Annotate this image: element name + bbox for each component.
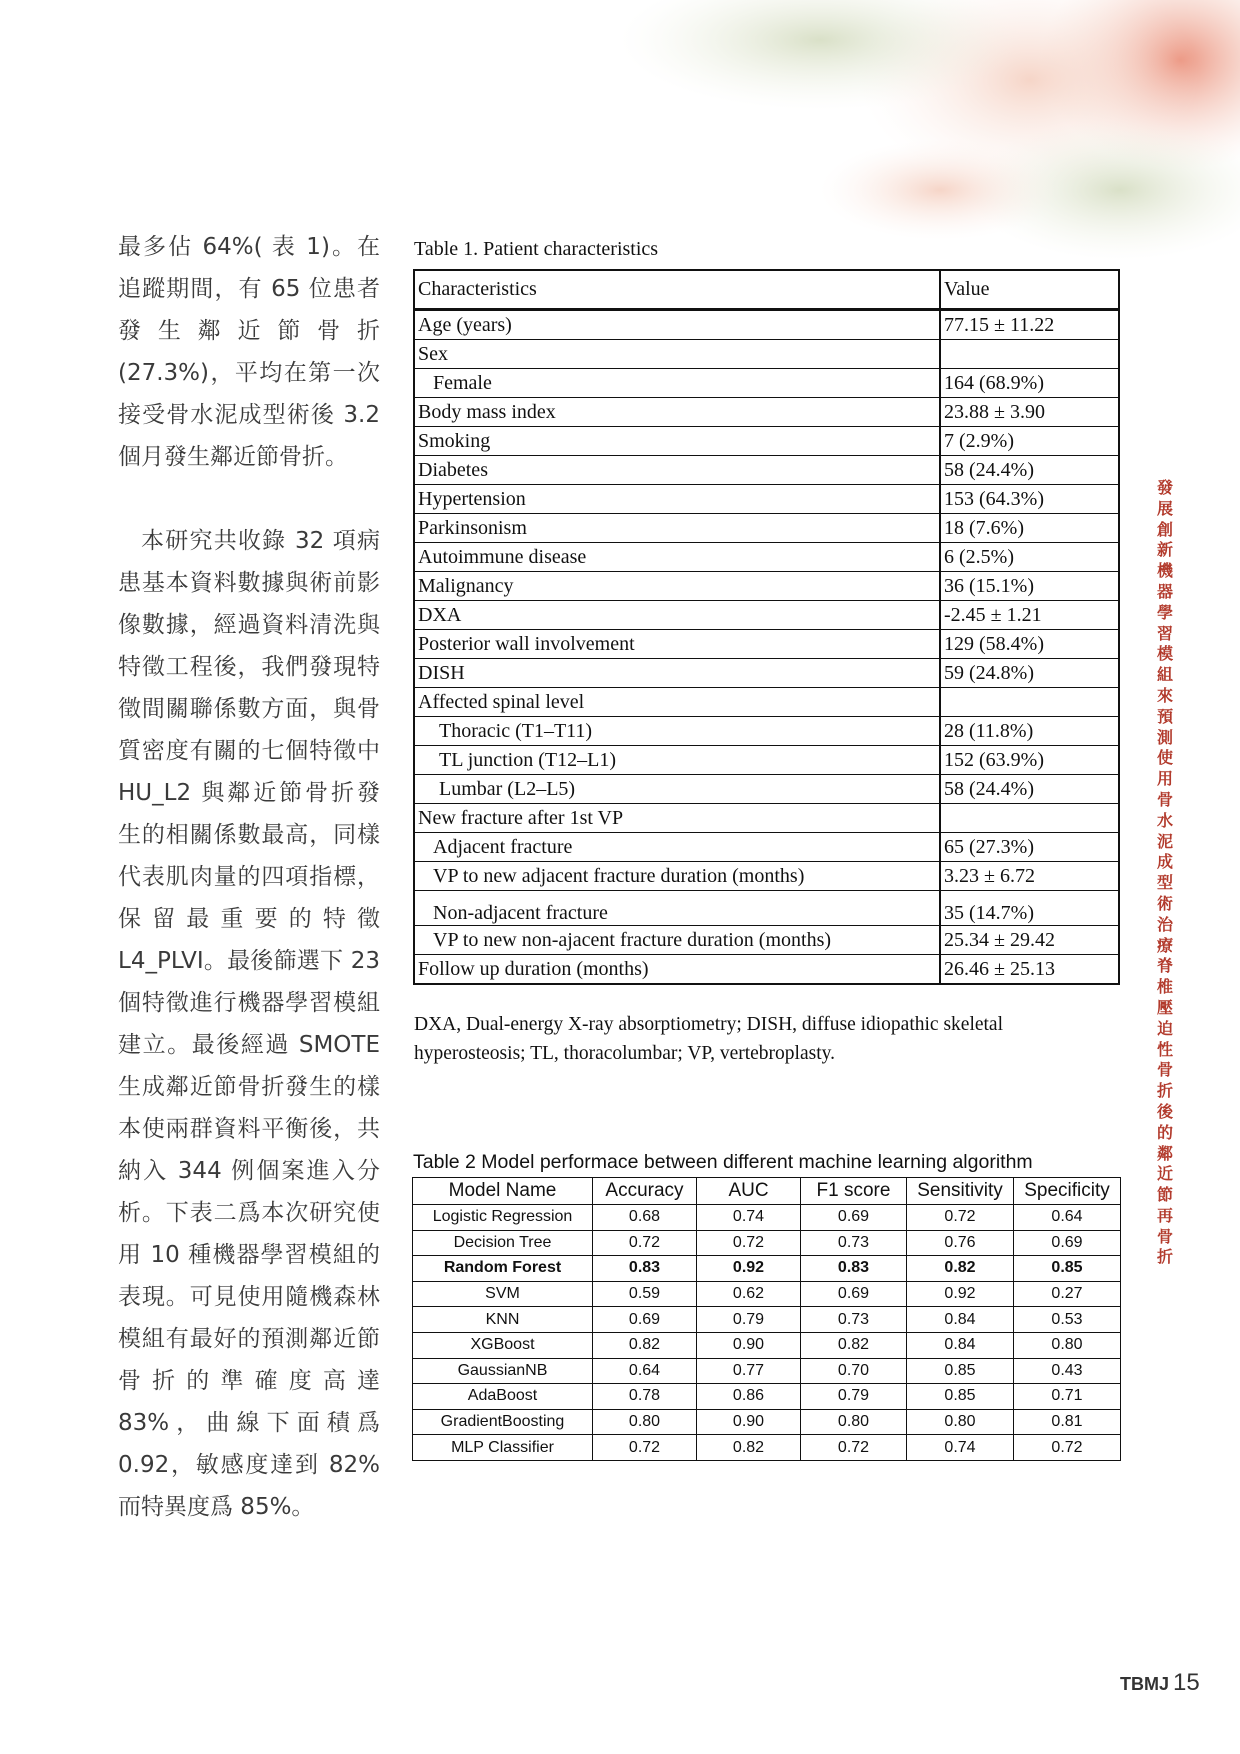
table-cell: 0.85 <box>907 1384 1014 1410</box>
table-row <box>414 485 1119 514</box>
row-label: Hypertension <box>414 485 940 514</box>
table-cell: Random Forest <box>413 1256 593 1282</box>
row-label: Smoking <box>414 427 940 456</box>
row-value: 152 (63.9%) <box>940 746 1119 775</box>
row-value: 164 (68.9%) <box>940 369 1119 398</box>
table-cell: 0.79 <box>801 1384 907 1410</box>
table-cell: 0.83 <box>801 1256 907 1282</box>
row-value: 3.23 ± 6.72 <box>940 862 1119 891</box>
table-cell: 0.86 <box>697 1384 801 1410</box>
row-label: TL junction (T12–L1) <box>414 746 940 775</box>
table-row <box>414 630 1119 659</box>
row-label: Non-adjacent fracture <box>414 891 940 926</box>
row-value: 77.15 ± 11.22 <box>940 310 1119 340</box>
table-row <box>413 1332 1121 1358</box>
table-cell: GaussianNB <box>413 1358 593 1384</box>
table-cell: 0.79 <box>697 1307 801 1333</box>
table-row <box>414 955 1119 985</box>
page-footer <box>1120 1669 1210 1699</box>
table-header-cell: Value <box>940 270 1119 310</box>
row-value: 28 (11.8%) <box>940 717 1119 746</box>
table-cell: 0.69 <box>593 1307 697 1333</box>
table-cell: 0.72 <box>1014 1435 1121 1461</box>
row-value: -2.45 ± 1.21 <box>940 601 1119 630</box>
table-cell: 0.74 <box>697 1205 801 1231</box>
table-cell: 0.27 <box>1014 1281 1121 1307</box>
table-row <box>413 1409 1121 1435</box>
body-paragraph-2: 本研究共收錄 32 項病患基本資料數據與術前影像數據，經過資料清洗與特徵工程後，我們發現特徵間關聯係數方面，與骨質密度有關的七個特徵中 HU_L2 與鄰近節骨折發生的相關係數最高，同樣代表肌肉量的四項指標，保留最重要的特徵 L4_PLVI。最後篩選下 23 個特徵進行機器學習模組建立。最後經過 SMOTE 生成鄰近節骨折發生的樣本使兩群資料平衡後，共納入 344 例個案進入分析。下表二爲本次研究使用 10 種機器學習模組的表現。可見使用隨機森林模組有最好的預測鄰近節骨折的準確度高達 83%，曲線下面積爲 0.92，敏感度達到 82% 而特異度爲 85%。 <box>118 528 380 1520</box>
row-label: Follow up duration (months) <box>414 955 940 985</box>
table-cell: 0.83 <box>593 1256 697 1282</box>
table-cell: 0.90 <box>697 1332 801 1358</box>
row-value: 58 (24.4%) <box>940 456 1119 485</box>
table-cell: 0.64 <box>1014 1205 1121 1231</box>
body-paragraph-1: 最多佔 64%( 表 1)。在追蹤期間，有 65 位患者發生鄰近節骨折 (27.3%)，平均在第一次接受骨水泥成型術後 3.2 個月發生鄰近節骨折。 <box>118 234 380 470</box>
table-row <box>414 514 1119 543</box>
table-cell: 0.70 <box>801 1358 907 1384</box>
row-value: 23.88 ± 3.90 <box>940 398 1119 427</box>
table-cell: 0.43 <box>1014 1358 1121 1384</box>
table-header-row <box>413 1178 1121 1205</box>
row-value <box>940 688 1119 717</box>
table-row <box>414 369 1119 398</box>
table-row <box>413 1281 1121 1307</box>
table-cell: 0.85 <box>907 1358 1014 1384</box>
table-cell: 0.71 <box>1014 1384 1121 1410</box>
row-label: Body mass index <box>414 398 940 427</box>
table-cell: 0.80 <box>593 1409 697 1435</box>
table-cell: 0.72 <box>593 1230 697 1256</box>
row-label: DISH <box>414 659 940 688</box>
table-cell: 0.64 <box>593 1358 697 1384</box>
row-label: Lumbar (L2–L5) <box>414 775 940 804</box>
table-cell: KNN <box>413 1307 593 1333</box>
table-header-cell: Characteristics <box>414 270 940 310</box>
row-value <box>940 340 1119 369</box>
row-value: 129 (58.4%) <box>940 630 1119 659</box>
table-cell: 0.73 <box>801 1230 907 1256</box>
row-value: 35 (14.7%) <box>940 891 1119 926</box>
table-cell: 0.82 <box>593 1332 697 1358</box>
table-cell: 0.59 <box>593 1281 697 1307</box>
table-cell: 0.84 <box>907 1307 1014 1333</box>
table-row <box>413 1358 1121 1384</box>
row-label: VP to new adjacent fracture duration (months) <box>414 862 940 891</box>
row-value: 7 (2.9%) <box>940 427 1119 456</box>
table-row <box>414 659 1119 688</box>
table-cell: SVM <box>413 1281 593 1307</box>
table-row-best-model <box>413 1256 1121 1282</box>
row-value: 36 (15.1%) <box>940 572 1119 601</box>
row-label: Malignancy <box>414 572 940 601</box>
table-cell: 0.73 <box>801 1307 907 1333</box>
table-cell: 0.80 <box>801 1409 907 1435</box>
table-row <box>413 1307 1121 1333</box>
table-cell: 0.81 <box>1014 1409 1121 1435</box>
table-cell: 0.53 <box>1014 1307 1121 1333</box>
table-header-cell: Sensitivity <box>907 1178 1014 1205</box>
table-cell: 0.80 <box>1014 1332 1121 1358</box>
table-cell: 0.72 <box>801 1435 907 1461</box>
row-label: Affected spinal level <box>414 688 940 717</box>
page-number: 15 <box>1173 1669 1200 1696</box>
table-cell: 0.82 <box>907 1256 1014 1282</box>
table-cell: 0.78 <box>593 1384 697 1410</box>
running-title-vertical: 發展創新機器學習模組來預測使用骨水泥成型術治療脊椎壓迫性骨折後的鄰近節再骨折 <box>1156 478 1173 1267</box>
row-label: DXA <box>414 601 940 630</box>
table-row <box>414 775 1119 804</box>
row-value <box>940 804 1119 833</box>
row-value: 25.34 ± 29.42 <box>940 926 1119 955</box>
table-row <box>414 340 1119 369</box>
table-header-cell: AUC <box>697 1178 801 1205</box>
row-label: Parkinsonism <box>414 514 940 543</box>
table-cell: 0.62 <box>697 1281 801 1307</box>
table-row <box>414 688 1119 717</box>
table-row <box>414 572 1119 601</box>
table-cell: 0.82 <box>801 1332 907 1358</box>
model-performance-table <box>412 1177 1121 1461</box>
table-header-cell: Specificity <box>1014 1178 1121 1205</box>
table-row <box>414 398 1119 427</box>
row-label: Autoimmune disease <box>414 543 940 572</box>
table-row <box>414 717 1119 746</box>
body-text-column <box>118 226 380 1528</box>
row-label: Age (years) <box>414 310 940 340</box>
table-cell: AdaBoost <box>413 1384 593 1410</box>
table-cell: 0.69 <box>801 1205 907 1231</box>
table-cell: 0.92 <box>697 1256 801 1282</box>
patient-characteristics-table <box>413 269 1120 985</box>
row-label: Thoracic (T1–T11) <box>414 717 940 746</box>
table-cell: 0.90 <box>697 1409 801 1435</box>
table-cell: 0.82 <box>697 1435 801 1461</box>
table-row <box>414 833 1119 862</box>
row-value: 58 (24.4%) <box>940 775 1119 804</box>
table-row <box>414 456 1119 485</box>
row-label: Posterior wall involvement <box>414 630 940 659</box>
table-cell: 0.77 <box>697 1358 801 1384</box>
row-value: 65 (27.3%) <box>940 833 1119 862</box>
table-cell: MLP Classifier <box>413 1435 593 1461</box>
table-cell: 0.72 <box>697 1230 801 1256</box>
row-value: 26.46 ± 25.13 <box>940 955 1119 985</box>
row-label: Female <box>414 369 940 398</box>
table-row <box>413 1205 1121 1231</box>
table-row <box>414 804 1119 833</box>
table1-caption: Table 1. Patient characteristics <box>414 238 659 260</box>
row-value: 59 (24.8%) <box>940 659 1119 688</box>
table-cell: 0.85 <box>1014 1256 1121 1282</box>
row-label: Diabetes <box>414 456 940 485</box>
table-cell: 0.92 <box>907 1281 1014 1307</box>
table-row <box>414 543 1119 572</box>
table-row <box>413 1435 1121 1461</box>
row-label: Adjacent fracture <box>414 833 940 862</box>
row-label: Sex <box>414 340 940 369</box>
table-cell: GradientBoosting <box>413 1409 593 1435</box>
table-row <box>414 746 1119 775</box>
table-cell: Decision Tree <box>413 1230 593 1256</box>
flower-decoration <box>560 0 1240 260</box>
table-row <box>413 1384 1121 1410</box>
table-row <box>414 891 1119 926</box>
table-cell: Logistic Regression <box>413 1205 593 1231</box>
table-header-cell: Model Name <box>413 1178 593 1205</box>
row-label: VP to new non-ajacent fracture duration (months) <box>414 926 940 955</box>
table-cell: 0.80 <box>907 1409 1014 1435</box>
table1-footnote: DXA, Dual-energy X-ray absorptiometry; DISH, diffuse idiopathic skeletal hyperosteosis; TL, thoracolumbar; VP, vertebroplasty. <box>414 1014 1004 1064</box>
table-cell: 0.69 <box>801 1281 907 1307</box>
table-cell: 0.72 <box>907 1205 1014 1231</box>
table-header-cell: F1 score <box>801 1178 907 1205</box>
table-cell: 0.76 <box>907 1230 1014 1256</box>
table-cell: 0.72 <box>593 1435 697 1461</box>
row-value: 18 (7.6%) <box>940 514 1119 543</box>
row-value: 153 (64.3%) <box>940 485 1119 514</box>
table-cell: 0.84 <box>907 1332 1014 1358</box>
row-label: New fracture after 1st VP <box>414 804 940 833</box>
table-row <box>413 1230 1121 1256</box>
table-row <box>414 601 1119 630</box>
table-row <box>414 926 1119 955</box>
table-row <box>414 862 1119 891</box>
table-cell: XGBoost <box>413 1332 593 1358</box>
table-row <box>414 310 1119 340</box>
table-header-cell: Accuracy <box>593 1178 697 1205</box>
table-header-row <box>414 270 1119 310</box>
table-cell: 0.69 <box>1014 1230 1121 1256</box>
table2-caption: Table 2 Model performace between different machine learning algorithm <box>413 1151 1033 1173</box>
table-row <box>414 427 1119 456</box>
journal-name: TBMJ <box>1120 1674 1169 1694</box>
row-value: 6 (2.5%) <box>940 543 1119 572</box>
table-cell: 0.68 <box>593 1205 697 1231</box>
table-cell: 0.74 <box>907 1435 1014 1461</box>
